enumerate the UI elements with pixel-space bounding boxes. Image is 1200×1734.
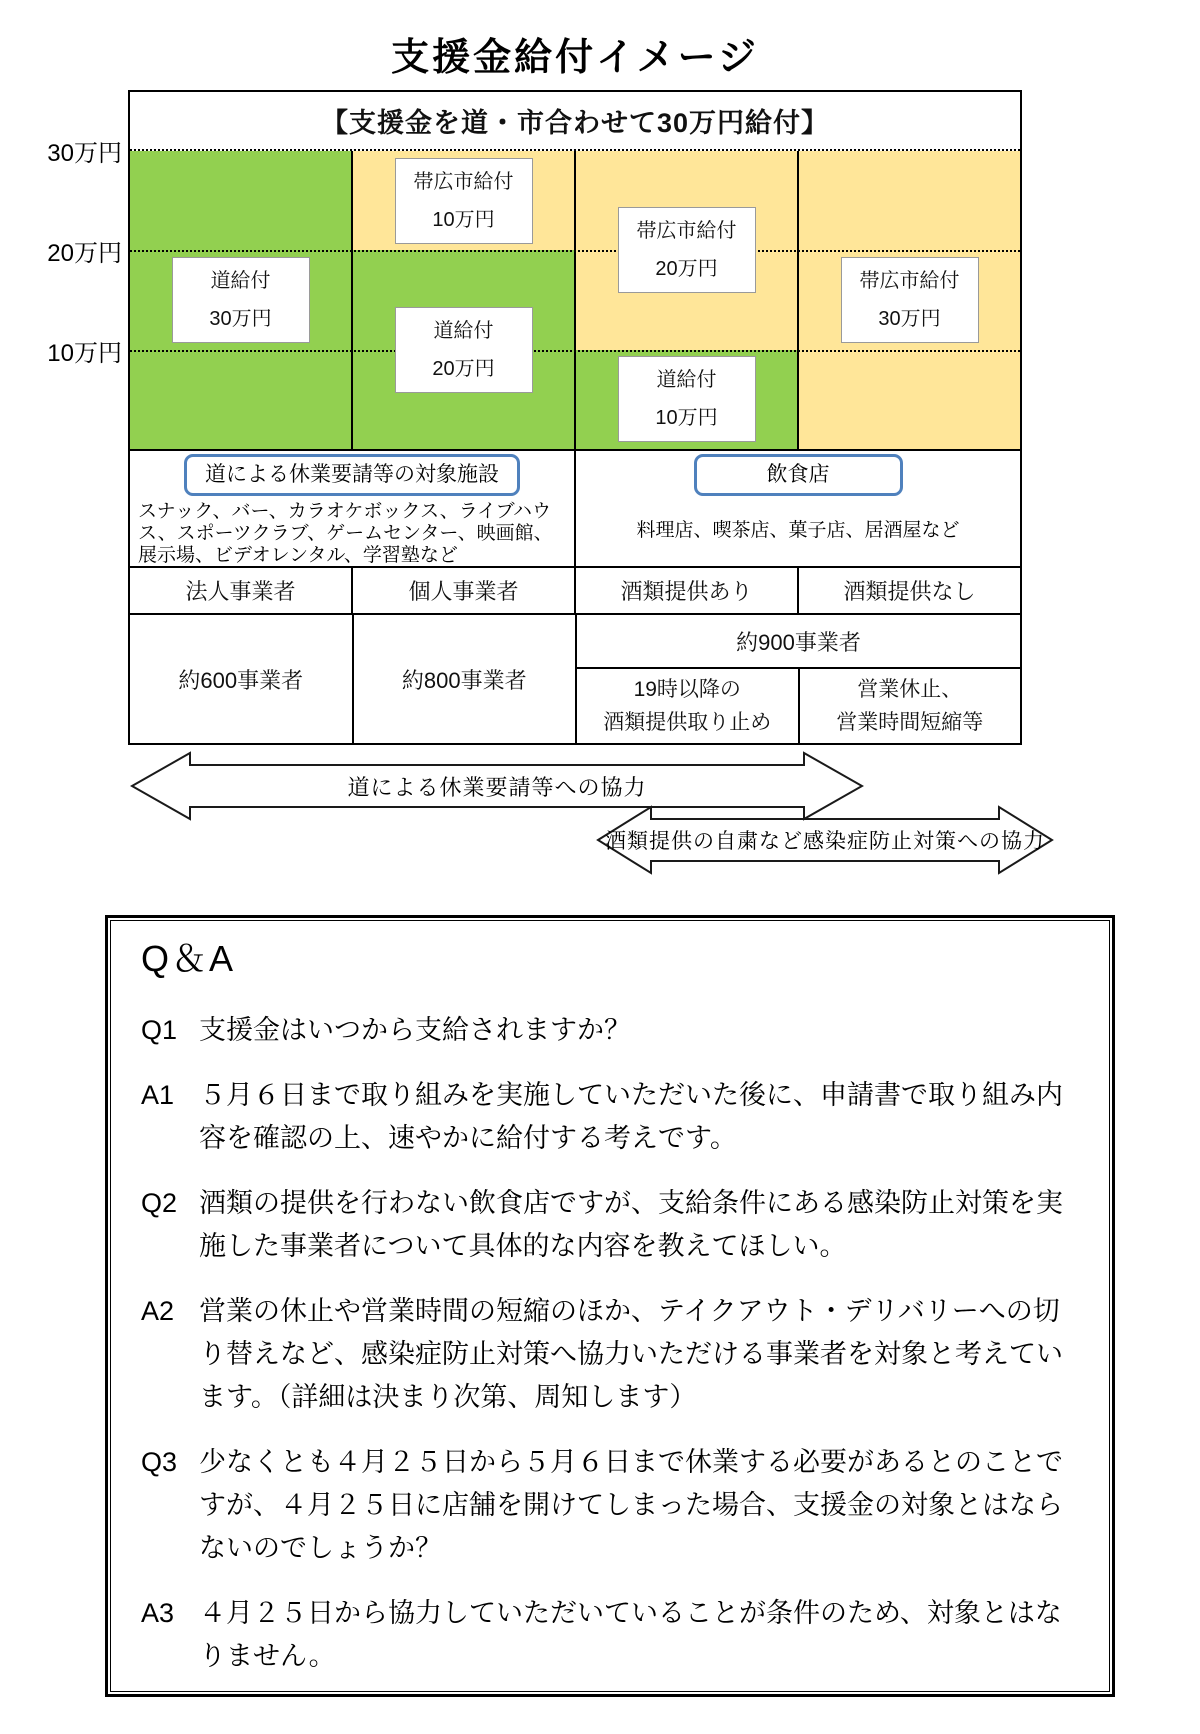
bar-column-kojin bbox=[353, 151, 576, 449]
qa-question-2 bbox=[141, 1182, 1069, 1268]
type-cell-kojin: 個人事業者 bbox=[353, 568, 576, 613]
segment-label-box bbox=[618, 356, 756, 442]
arrow-label: 酒類提供の自粛など感染症防止対策への協力 bbox=[605, 830, 1045, 853]
type-cell-houjin: 法人事業者 bbox=[130, 568, 353, 613]
business-count-row bbox=[130, 613, 1020, 743]
payer-label: 道給付 bbox=[433, 319, 494, 342]
segment-city-10 bbox=[353, 151, 574, 250]
cooperation-arrow-infection bbox=[596, 802, 1054, 878]
chart-header: 【支援金を道・市合わせて30万円給付】 bbox=[320, 108, 830, 138]
qa-question-1 bbox=[141, 1009, 1069, 1052]
bar-column-sake-ari bbox=[576, 151, 799, 449]
qa-q2-text: 酒類の提供を行わない飲食店ですが、支給条件にある感染防止対策を実施した事業者について具体的な内容を教えてほしい。 bbox=[199, 1188, 1063, 1261]
business-type-row bbox=[130, 566, 1020, 613]
action-cell-sake-nashi bbox=[800, 669, 1021, 743]
segment-label-box bbox=[618, 207, 756, 293]
amount-label: 30万円 bbox=[878, 308, 941, 330]
payer-label: 帯広市給付 bbox=[859, 270, 960, 292]
subsidy-chart-table bbox=[128, 90, 1022, 745]
qa-a1-label: A1 bbox=[141, 1080, 175, 1110]
amount-label: 20万円 bbox=[432, 357, 495, 380]
qa-inner-border bbox=[110, 920, 1110, 1692]
facility-description-right: 料理店、喫茶店、菓子店、居酒屋など bbox=[636, 520, 960, 541]
qa-answer-2 bbox=[141, 1290, 1069, 1419]
qa-title: Q＆A bbox=[141, 938, 236, 979]
gridline-20man bbox=[130, 250, 1020, 252]
segment-label-box bbox=[395, 307, 533, 393]
payer-label: 帯広市給付 bbox=[413, 170, 514, 193]
amount-label: 30万円 bbox=[209, 308, 272, 330]
gridline-10man bbox=[130, 350, 1020, 352]
amount-label: 20万円 bbox=[655, 258, 718, 281]
qa-q3-label: Q3 bbox=[141, 1447, 178, 1477]
qa-a3-label: A3 bbox=[141, 1598, 175, 1628]
qa-a1-text: ５月６日まで取り組みを実施していただいた後に、申請書で取り組み内容を確認の上、速やかに給付する考えです。 bbox=[199, 1080, 1063, 1153]
stacked-bar-area bbox=[130, 149, 1020, 449]
action-cell-sake-ari bbox=[577, 669, 800, 743]
type-cell-sake-ari: 酒類提供あり bbox=[576, 568, 799, 613]
segment-label-box bbox=[841, 257, 979, 343]
action-line2: 営業時間短縮等 bbox=[836, 711, 984, 734]
qa-answer-3 bbox=[141, 1592, 1069, 1678]
qa-section bbox=[105, 915, 1115, 1697]
bar-column-houjin bbox=[130, 151, 353, 449]
qa-q2-label: Q2 bbox=[141, 1188, 178, 1218]
qa-answer-1 bbox=[141, 1074, 1069, 1160]
bar-column-sake-nashi bbox=[799, 151, 1020, 449]
facility-cell-inshokuten bbox=[576, 451, 1020, 566]
group-title-box-kyugyo: 道による休業要請等の対象施設 bbox=[184, 454, 520, 496]
qa-question-3 bbox=[141, 1441, 1069, 1570]
facility-cell-kyugyo bbox=[130, 451, 576, 566]
type-cell-sake-nashi: 酒類提供なし bbox=[843, 579, 976, 604]
y-axis-label-30: 30万円 bbox=[47, 140, 122, 167]
count-sub-row bbox=[577, 669, 1020, 743]
segment-dou-10 bbox=[576, 350, 797, 449]
page-title: 支援金給付イメージ bbox=[391, 37, 759, 79]
qa-a2-text: 営業の休止や営業時間の短縮のほか、テイクアウト・デリバリーへの切り替えなど、感染症防止対策へ協力いただける事業者を対象と考えています。（詳細は決まり次第、周知します） bbox=[199, 1296, 1063, 1412]
segment-city-30 bbox=[799, 151, 1020, 449]
qa-a3-text: ４月２５日から協力していただいていることが条件のため、対象とはなりません。 bbox=[199, 1598, 1062, 1671]
segment-dou-30 bbox=[130, 151, 351, 449]
y-axis-label-20: 20万円 bbox=[47, 240, 122, 267]
action-line2: 酒類提供取り止め bbox=[603, 711, 772, 734]
action-line1: 19時以降の bbox=[633, 678, 741, 701]
count-cell-800: 約800事業者 bbox=[354, 615, 578, 743]
amount-label: 10万円 bbox=[655, 407, 718, 430]
count-cell-600: 約600事業者 bbox=[130, 615, 354, 743]
arrow-label: 道による休業要請等への協力 bbox=[347, 774, 647, 800]
count-cell-900: 約900事業者 bbox=[577, 615, 1020, 669]
payer-label: 道給付 bbox=[656, 369, 717, 392]
qa-q1-text: 支援金はいつから支給されますか？ bbox=[199, 1015, 631, 1045]
qa-q3-text: 少なくとも４月２５日から５月６日まで休業する必要があるとのことですが、４月２５日に店舗を開けてしまった場合、支援金の対象とはならないのでしょうか？ bbox=[199, 1447, 1063, 1563]
amount-label: 10万円 bbox=[432, 208, 495, 231]
facility-group-row bbox=[130, 449, 1020, 566]
qa-q1-label: Q1 bbox=[141, 1015, 178, 1045]
payer-label: 帯広市給付 bbox=[636, 220, 737, 243]
payer-label: 道給付 bbox=[210, 270, 271, 292]
y-axis-label-10: 10万円 bbox=[47, 340, 122, 367]
group-title-box-inshokuten: 飲食店 bbox=[694, 454, 903, 496]
segment-label-box bbox=[395, 158, 533, 244]
qa-a2-label: A2 bbox=[141, 1296, 175, 1326]
facility-description-left: スナック、バー、カラオケボックス、ライブハウス、スポーツクラブ、ゲームセンター、映画館、展示場、ビデオレンタル、学習塾など bbox=[138, 501, 553, 566]
action-line1: 営業休止、 bbox=[857, 678, 963, 701]
segment-label-box bbox=[172, 257, 310, 343]
count-right-half bbox=[577, 615, 1020, 743]
